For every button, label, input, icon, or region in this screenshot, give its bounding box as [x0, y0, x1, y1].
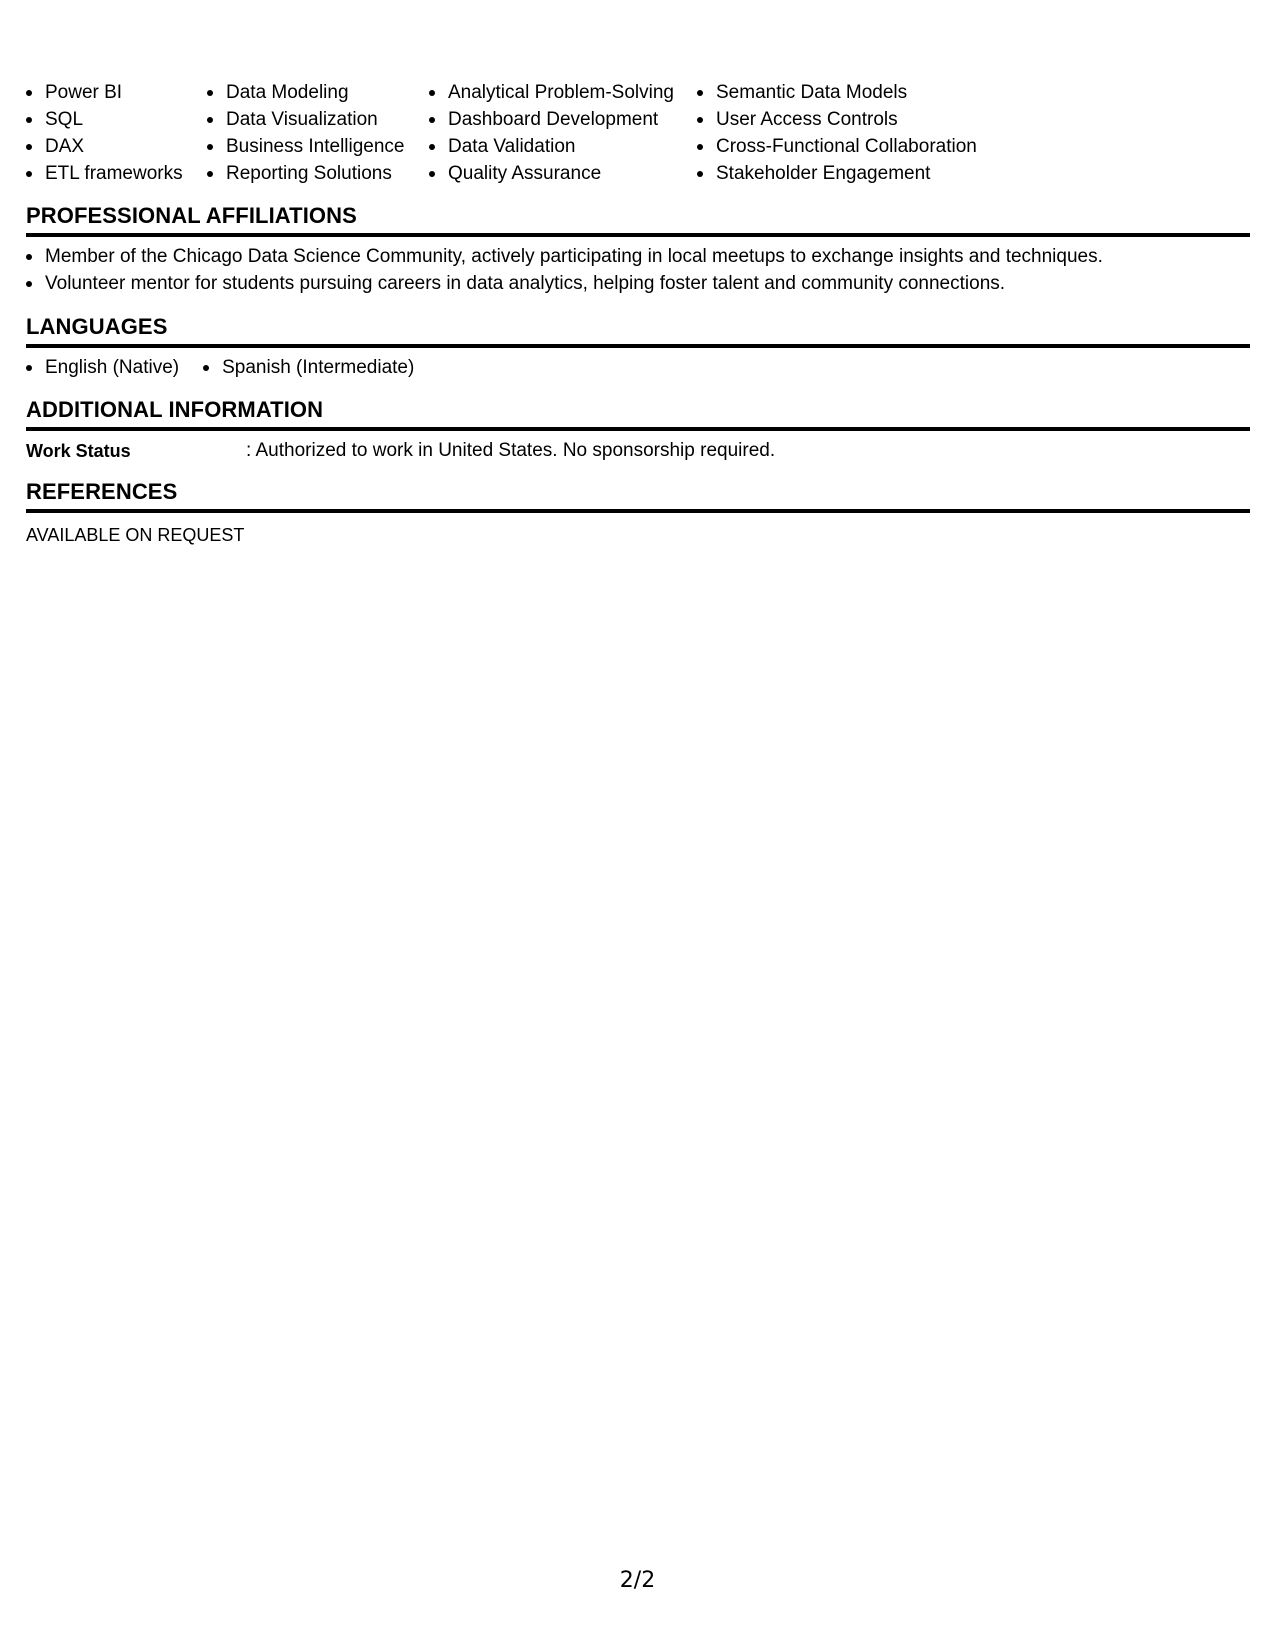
section-title: ADDITIONAL INFORMATION — [26, 397, 324, 422]
skill-item: Data Modeling — [207, 79, 429, 106]
section-divider — [26, 344, 1250, 348]
language-item: Spanish (Intermediate) — [203, 354, 414, 381]
skill-item: Dashboard Development — [429, 106, 697, 133]
references-text: AVAILABLE ON REQUEST — [26, 525, 245, 545]
languages-list — [26, 354, 1250, 381]
skill-item: Analytical Problem-Solving — [429, 79, 697, 106]
work-status-row — [26, 439, 1250, 463]
skill-item: User Access Controls — [697, 106, 997, 133]
skills-column-4 — [697, 79, 997, 187]
skill-item: ETL frameworks — [26, 160, 207, 187]
skill-item: Semantic Data Models — [697, 79, 997, 106]
references-section — [26, 479, 1250, 547]
skill-item: Data Visualization — [207, 106, 429, 133]
skill-item: SQL — [26, 106, 207, 133]
skills-column-3 — [429, 79, 697, 187]
skill-item: Cross-Functional Collaboration — [697, 133, 997, 160]
skill-item: Quality Assurance — [429, 160, 697, 187]
skill-item: Reporting Solutions — [207, 160, 429, 187]
work-status-label: Work Status — [26, 441, 131, 461]
skills-column-1 — [26, 79, 207, 187]
affiliation-item: Member of the Chicago Data Science Community, actively participating in local meetups to exchange insights and techniques. — [26, 243, 1250, 270]
section-title: REFERENCES — [26, 479, 178, 504]
affiliations-list — [26, 243, 1250, 297]
skill-item: Stakeholder Engagement — [697, 160, 997, 187]
affiliation-item: Volunteer mentor for students pursuing careers in data analytics, helping foster talent and community connections. — [26, 270, 1250, 297]
additional-info-section — [26, 397, 1250, 463]
work-status-value: : Authorized to work in United States. No sponsorship required. — [246, 440, 776, 461]
languages-section — [26, 314, 1250, 381]
page-number: 2/2 — [619, 1568, 656, 1593]
affiliations-section — [26, 203, 1250, 297]
skill-item: Power BI — [26, 79, 207, 106]
section-title: LANGUAGES — [26, 314, 168, 339]
section-divider — [26, 233, 1250, 237]
section-title: PROFESSIONAL AFFILIATIONS — [26, 203, 357, 228]
skills-grid — [26, 79, 997, 187]
skill-item: Business Intelligence — [207, 133, 429, 160]
section-divider — [26, 427, 1250, 431]
section-divider — [26, 509, 1250, 513]
skill-item: Data Validation — [429, 133, 697, 160]
skill-item: DAX — [26, 133, 207, 160]
skills-column-2 — [207, 79, 429, 187]
language-item: English (Native) — [26, 354, 179, 381]
